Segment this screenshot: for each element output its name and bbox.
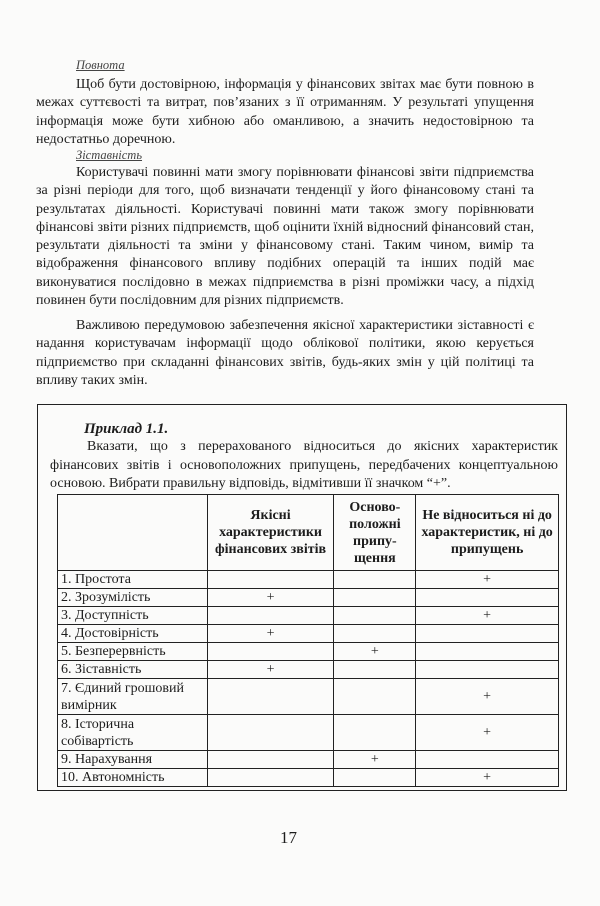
- answer-table: [57, 494, 559, 787]
- table-row: [58, 571, 559, 589]
- row-name: 2. Зрозумілість: [58, 589, 208, 607]
- row-name: 8. Історична собівартість: [58, 715, 208, 751]
- mark-cell: [334, 589, 416, 607]
- row-name: 7. Єдиний грошовий вимірник: [58, 679, 208, 715]
- header-cell-empty: [58, 495, 208, 571]
- section-heading-completeness: Повнота: [76, 58, 125, 72]
- mark-cell: [416, 625, 559, 643]
- table-row: [58, 679, 559, 715]
- row-name: 1. Простота: [58, 571, 208, 589]
- row-name: 10. Автономність: [58, 769, 208, 787]
- section-heading-comparability: Зіставність: [76, 148, 143, 162]
- paragraph-completeness: Щоб бути достовірною, інформація у фінансових звітах має бути повною в межах суттєвості та витрат, пов’язаних з її отриманням. У результаті упущення інформація може бути хибною або оманливою, а значить недостовірною та недостатньо доречною.: [36, 77, 534, 147]
- mark-cell: [207, 571, 334, 589]
- mark-cell: [207, 751, 334, 769]
- example-task: Вказати, що з перерахованого відноситься до якісних характеристик фінансових звітів і основоположних припущень, передбачених концептуальною основою. Вибрати правильну відповідь, відмітивши її значком “+”.: [50, 439, 558, 491]
- mark-cell: [416, 589, 559, 607]
- mark-cell: [207, 769, 334, 787]
- header-qualitative-characteristics: Якісні характеристики фінансових звітів: [207, 495, 334, 571]
- mark-cell: +: [207, 625, 334, 643]
- mark-cell: +: [334, 643, 416, 661]
- mark-cell: +: [334, 751, 416, 769]
- row-name: 4. Достовірність: [58, 625, 208, 643]
- mark-cell: +: [416, 571, 559, 589]
- table-row: [58, 643, 559, 661]
- row-name: 3. Доступність: [58, 607, 208, 625]
- mark-cell: [334, 607, 416, 625]
- mark-cell: [416, 643, 559, 661]
- table-row: [58, 625, 559, 643]
- table-row: [58, 589, 559, 607]
- table-row: [58, 607, 559, 625]
- header-underlying-assumptions: Осново-положні припу-щення: [334, 495, 416, 571]
- mark-cell: [334, 625, 416, 643]
- table-body: [58, 571, 559, 787]
- row-name: 6. Зіставність: [58, 661, 208, 679]
- table-header-row: [58, 495, 559, 571]
- mark-cell: +: [416, 769, 559, 787]
- mark-cell: [207, 607, 334, 625]
- mark-cell: +: [416, 715, 559, 751]
- mark-cell: [334, 679, 416, 715]
- page-number: 17: [280, 828, 297, 847]
- mark-cell: +: [207, 661, 334, 679]
- example-title: Приклад 1.1.: [84, 421, 169, 437]
- mark-cell: [334, 769, 416, 787]
- table-row: [58, 715, 559, 751]
- table-row: [58, 769, 559, 787]
- mark-cell: [416, 751, 559, 769]
- table-row: [58, 751, 559, 769]
- mark-cell: [207, 679, 334, 715]
- mark-cell: [334, 571, 416, 589]
- mark-cell: +: [207, 589, 334, 607]
- mark-cell: [334, 661, 416, 679]
- header-neither: Не відноситься ні до характеристик, ні до припущень: [416, 495, 559, 571]
- mark-cell: [334, 715, 416, 751]
- mark-cell: [207, 643, 334, 661]
- mark-cell: +: [416, 679, 559, 715]
- paragraph-comparability: Користувачі повинні мати змогу порівнювати фінансові звіти підприємства за різні періоди для того, щоб визначати тенденції у його фінансовому стані та результатах діяльності. Користувачі повинні мати також змогу порівнювати фінансові звіти різних підприємств, щоб оцінити їхній відносний фінансовий стан, результати діяльності та зміни у фінансовому стані. Таким чином, вимір та відображення фінансового впливу подібних операцій та інших подій має виконуватися послідовно в межах підприємства в різні проміжки часу, а підхід повинен бути послідовним для різних підприємств.: [36, 165, 534, 309]
- mark-cell: +: [416, 607, 559, 625]
- mark-cell: [416, 661, 559, 679]
- row-name: 5. Безперервність: [58, 643, 208, 661]
- paragraph-accounting-policy: Важливою передумовою забезпечення якісної характеристики зіставності є надання користувачам інформації щодо облікової політики, якою керується підприємство при складанні фінансових звітів, будь-яких змін у цій політиці та впливу таких змін.: [36, 318, 534, 388]
- mark-cell: [207, 715, 334, 751]
- row-name: 9. Нарахування: [58, 751, 208, 769]
- table-row: [58, 661, 559, 679]
